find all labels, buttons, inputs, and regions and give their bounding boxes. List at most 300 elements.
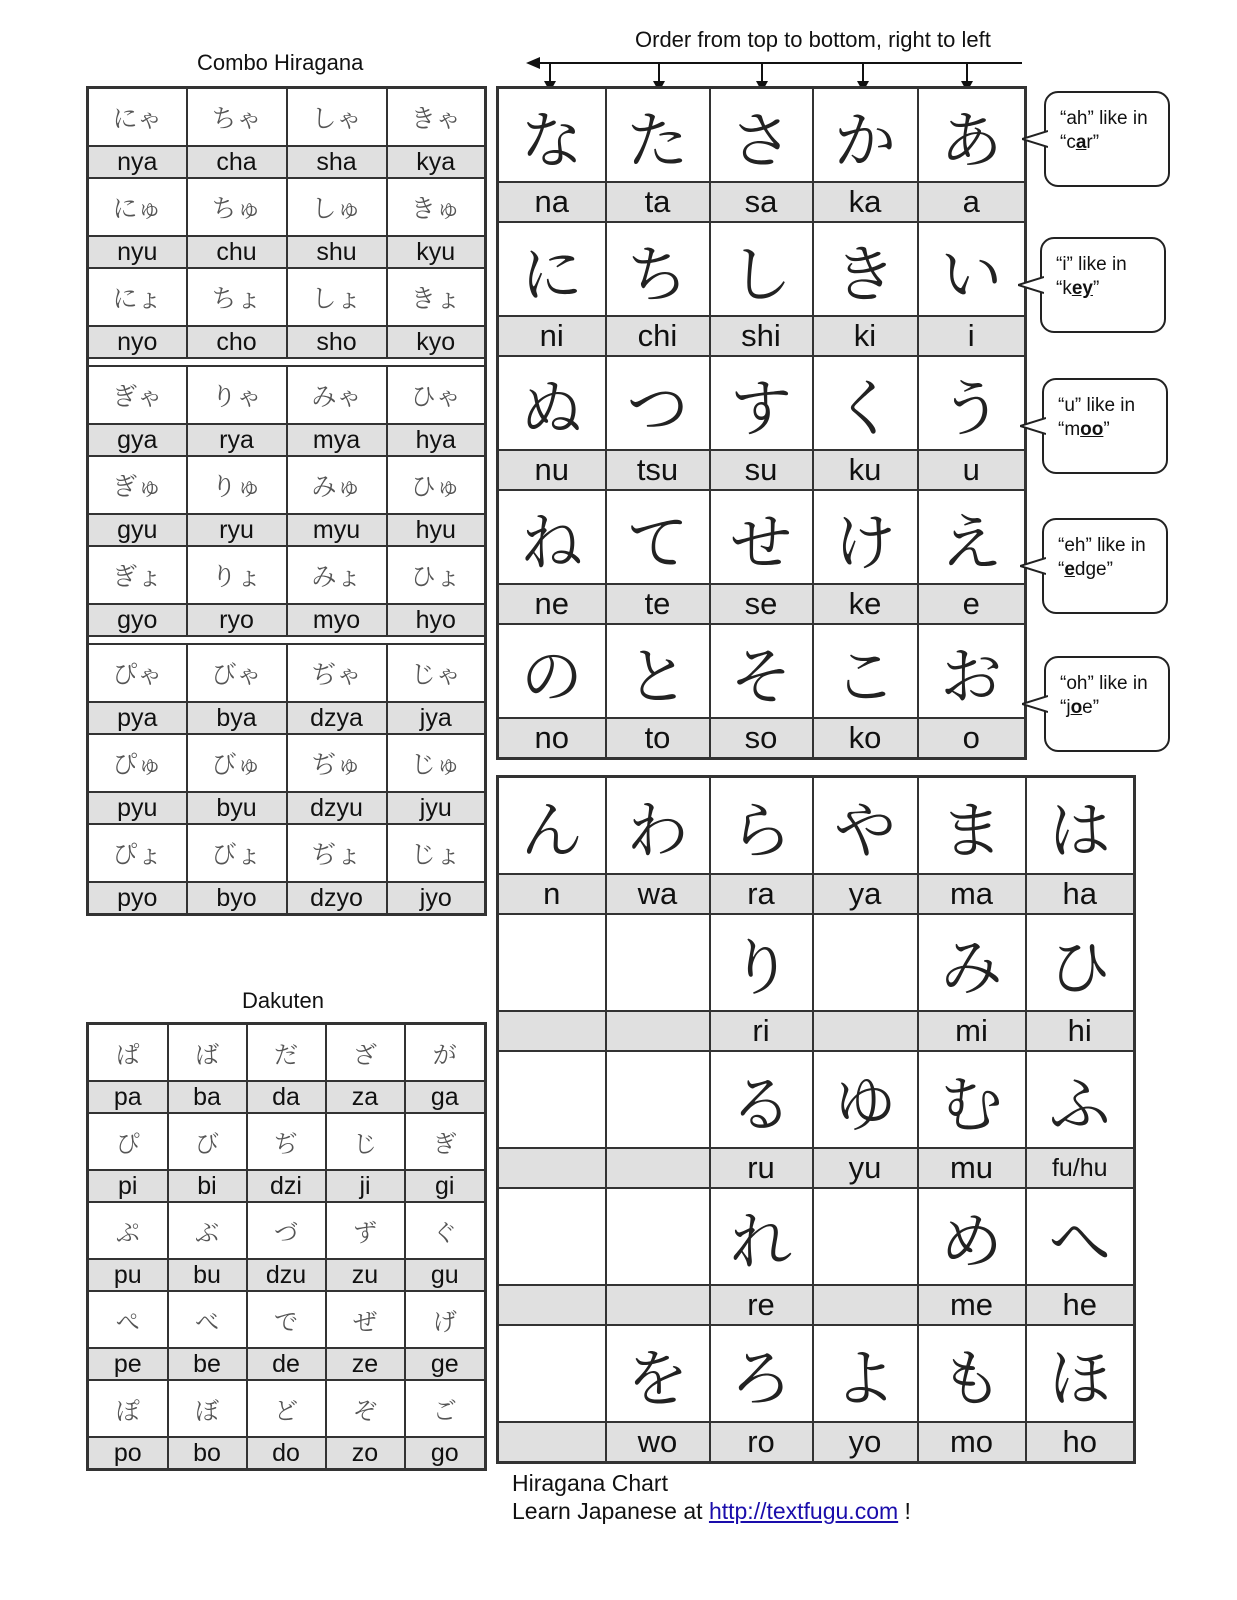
kana-cell: ざ [326,1024,405,1082]
romaji-cell: he [1026,1285,1135,1325]
kana-cell: く [813,356,918,450]
divider-cell [187,358,287,366]
kana-cell: づ [247,1202,326,1259]
romaji-row [498,1422,1135,1463]
romaji-cell: hya [387,424,486,456]
order-label: Order from top to bottom, right to left [635,27,991,52]
pointer-icon [1020,556,1046,576]
kana-cell: れ [710,1188,813,1285]
kana-cell: が [405,1024,486,1082]
romaji-row [88,424,486,456]
kana-cell: じゃ [387,644,486,702]
kana-cell: しゅ [287,178,387,236]
kana-cell: て [606,490,710,584]
romaji-row [88,702,486,734]
romaji-row [88,1437,486,1470]
kana-cell: へ [1026,1188,1135,1285]
romaji-cell: wa [606,874,710,914]
romaji-cell: ga [405,1081,486,1113]
kana-cell: り [710,914,813,1011]
romaji-row [88,326,486,358]
romaji-cell: pyo [88,882,187,915]
romaji-cell: dzyu [287,792,387,824]
kana-cell: ひゃ [387,366,486,424]
romaji-row [88,146,486,178]
romaji-cell: ro [710,1422,813,1463]
empty-romaji-cell [813,1011,918,1051]
empty-romaji-cell [606,1285,710,1325]
romaji-cell: a [918,182,1026,222]
romaji-cell: te [606,584,710,624]
romaji-cell: po [88,1437,168,1470]
romaji-cell: ra [710,874,813,914]
romaji-cell: nyu [88,236,187,268]
romaji-cell: myo [287,604,387,636]
kana-cell: は [1026,777,1135,875]
note-intro: “eh” like in [1058,535,1146,556]
romaji-cell: na [498,182,606,222]
kana-cell: ぢ [247,1113,326,1170]
romaji-cell: su [710,450,813,490]
kana-cell: にゃ [88,88,187,147]
kana-row [498,914,1135,1011]
kana-cell: ひ [1026,914,1135,1011]
romaji-cell: go [405,1437,486,1470]
kana-cell: だ [247,1024,326,1082]
romaji-cell: bya [187,702,287,734]
footer-prefix: Learn Japanese at [512,1498,709,1524]
pointer-icon [1022,129,1048,149]
note-example: “key” [1056,278,1100,299]
kana-cell: も [918,1325,1026,1422]
kana-cell: う [918,356,1026,450]
empty-romaji-cell [498,1422,606,1463]
romaji-cell: ku [813,450,918,490]
romaji-row [498,874,1135,914]
kana-cell: じゅ [387,734,486,792]
romaji-cell: ni [498,316,606,356]
romaji-row [498,718,1026,759]
romaji-cell: ho [1026,1422,1135,1463]
romaji-cell: me [918,1285,1026,1325]
kana-cell: ん [498,777,606,875]
kana-cell: りゃ [187,366,287,424]
romaji-cell: so [710,718,813,759]
vowel-note-e [1042,518,1168,614]
kana-cell: ぴゅ [88,734,187,792]
kana-cell: ぶ [168,1202,247,1259]
kana-cell: こ [813,624,918,718]
kana-cell: ぜ [326,1291,405,1348]
kana-cell: じ [326,1113,405,1170]
kana-cell: あ [918,88,1026,183]
kana-cell: りゅ [187,456,287,514]
romaji-cell: ge [405,1348,486,1380]
kana-cell: りょ [187,546,287,604]
empty-kana-cell [813,914,918,1011]
empty-kana-cell [498,1188,606,1285]
divider-cell [387,358,486,366]
kana-row [498,222,1026,316]
kana-row [88,1024,486,1082]
kana-cell: ぎょ [88,546,187,604]
kana-cell: しゃ [287,88,387,147]
note-intro: “i” like in [1056,254,1127,275]
kana-cell: べ [168,1291,247,1348]
group-divider [88,358,486,366]
kana-cell: ら [710,777,813,875]
romaji-cell: sa [710,182,813,222]
kana-row [88,1380,486,1437]
kana-row [498,1051,1135,1148]
romaji-cell: pyu [88,792,187,824]
kana-cell: た [606,88,710,183]
romaji-cell: kyo [387,326,486,358]
romaji-cell: gya [88,424,187,456]
romaji-cell: wo [606,1422,710,1463]
romaji-cell: ma [918,874,1026,914]
romaji-cell: fu/hu [1026,1148,1135,1188]
kana-row [88,1202,486,1259]
romaji-cell: jyu [387,792,486,824]
kana-cell: い [918,222,1026,316]
kana-row [88,178,486,236]
kana-cell: ご [405,1380,486,1437]
kana-cell: ぞ [326,1380,405,1437]
romaji-cell: bu [168,1259,247,1291]
kana-cell: ひょ [387,546,486,604]
kana-cell: ぺ [88,1291,168,1348]
kana-cell: ぎゅ [88,456,187,514]
kana-cell: ぽ [88,1380,168,1437]
kana-cell: そ [710,624,813,718]
romaji-cell: hyo [387,604,486,636]
empty-kana-cell [498,1325,606,1422]
romaji-cell: mi [918,1011,1026,1051]
kana-cell: みょ [287,546,387,604]
footer-suffix: ! [898,1498,911,1524]
kana-cell: に [498,222,606,316]
romaji-cell: dzyo [287,882,387,915]
kana-cell: む [918,1051,1026,1148]
kana-cell: げ [405,1291,486,1348]
romaji-cell: ki [813,316,918,356]
romaji-cell: do [247,1437,326,1470]
romaji-row [88,1348,486,1380]
romaji-cell: ya [813,874,918,914]
romaji-cell: ko [813,718,918,759]
kana-cell: ち [606,222,710,316]
romaji-cell: sha [287,146,387,178]
note-intro: “oh” like in [1060,673,1148,694]
kana-cell: す [710,356,813,450]
kana-row [498,1325,1135,1422]
empty-kana-cell [813,1188,918,1285]
romaji-cell: o [918,718,1026,759]
romaji-cell: jyo [387,882,486,915]
kana-cell: め [918,1188,1026,1285]
empty-romaji-cell [606,1148,710,1188]
kana-cell: ふ [1026,1051,1135,1148]
kana-cell: か [813,88,918,183]
kana-cell: さ [710,88,813,183]
kana-cell: きゅ [387,178,486,236]
divider-cell [387,636,486,644]
romaji-cell: ze [326,1348,405,1380]
note-example: “edge” [1058,559,1113,580]
romaji-cell: dzi [247,1170,326,1202]
romaji-cell: ke [813,584,918,624]
combo-hiragana-table [86,86,487,916]
kana-row [498,88,1026,183]
romaji-row [498,1148,1135,1188]
romaji-cell: gu [405,1259,486,1291]
kana-cell: ぎ [405,1113,486,1170]
empty-romaji-cell [606,1011,710,1051]
romaji-cell: hyu [387,514,486,546]
kana-cell: ぢゃ [287,644,387,702]
empty-romaji-cell [498,1148,606,1188]
romaji-row [498,316,1026,356]
kana-cell: き [813,222,918,316]
dakuten-table [86,1022,487,1471]
romaji-cell: ru [710,1148,813,1188]
pointer-icon [1018,275,1044,295]
romaji-cell: shi [710,316,813,356]
divider-cell [187,636,287,644]
kana-row [88,366,486,424]
divider-cell [88,358,187,366]
kana-cell: ゆ [813,1051,918,1148]
kana-cell: ほ [1026,1325,1135,1422]
kana-cell: じょ [387,824,486,882]
romaji-row [498,450,1026,490]
kana-row [498,1188,1135,1285]
romaji-cell: ri [710,1011,813,1051]
romaji-cell: pa [88,1081,168,1113]
vowel-note-i [1040,237,1166,333]
romaji-cell: no [498,718,606,759]
kana-row [88,734,486,792]
kana-cell: びゅ [187,734,287,792]
footer [512,1469,911,1525]
kana-cell: な [498,88,606,183]
romaji-cell: byu [187,792,287,824]
kana-cell: よ [813,1325,918,1422]
kana-cell: びゃ [187,644,287,702]
kana-cell: ま [918,777,1026,875]
romaji-cell: ryo [187,604,287,636]
empty-kana-cell [498,1051,606,1148]
romaji-cell: e [918,584,1026,624]
romaji-cell: de [247,1348,326,1380]
kana-cell: る [710,1051,813,1148]
romaji-cell: chi [606,316,710,356]
pointer-icon [1022,694,1048,714]
romaji-cell: bo [168,1437,247,1470]
romaji-row [498,1011,1135,1051]
romaji-cell: tsu [606,450,710,490]
romaji-row [88,604,486,636]
kana-cell: ぴょ [88,824,187,882]
kana-cell: ぢゅ [287,734,387,792]
lower-hiragana-table [496,775,1136,1464]
romaji-cell: da [247,1081,326,1113]
romaji-cell: ta [606,182,710,222]
romaji-cell: nyo [88,326,187,358]
kana-cell: お [918,624,1026,718]
romaji-row [88,1081,486,1113]
empty-kana-cell [606,1051,710,1148]
footer-learn-line [512,1497,911,1525]
kana-cell: ぷ [88,1202,168,1259]
romaji-row [88,882,486,915]
kana-cell: を [606,1325,710,1422]
kana-cell: し [710,222,813,316]
kana-cell: きょ [387,268,486,326]
kana-cell: け [813,490,918,584]
romaji-cell: to [606,718,710,759]
kana-cell: びょ [187,824,287,882]
kana-cell: ね [498,490,606,584]
kana-cell: ちょ [187,268,287,326]
kana-row [88,824,486,882]
main-hiragana-table [496,86,1027,760]
kana-row [498,490,1026,584]
kana-row [88,644,486,702]
romaji-cell: be [168,1348,247,1380]
romaji-row [88,1259,486,1291]
kana-cell: つ [606,356,710,450]
kana-cell: ちゃ [187,88,287,147]
romaji-cell: nu [498,450,606,490]
combo-hiragana-title: Combo Hiragana [197,50,364,75]
kana-cell: せ [710,490,813,584]
romaji-cell: gyu [88,514,187,546]
romaji-cell: bi [168,1170,247,1202]
kana-row [498,777,1135,875]
kana-cell: ぎゃ [88,366,187,424]
romaji-cell: myu [287,514,387,546]
romaji-row [88,792,486,824]
note-intro: “u” like in [1058,395,1136,416]
kana-cell: び [168,1113,247,1170]
romaji-row [498,182,1026,222]
kana-cell: しょ [287,268,387,326]
kana-cell: みゅ [287,456,387,514]
romaji-cell: kya [387,146,486,178]
empty-kana-cell [606,914,710,1011]
kana-cell: にゅ [88,178,187,236]
kana-cell: で [247,1291,326,1348]
vowel-note-o [1044,656,1170,752]
vowel-note-a [1044,91,1170,187]
kana-cell: ぐ [405,1202,486,1259]
romaji-cell: yu [813,1148,918,1188]
kana-cell: の [498,624,606,718]
romaji-cell: zo [326,1437,405,1470]
kana-cell: みゃ [287,366,387,424]
kana-cell: ぴ [88,1113,168,1170]
divider-cell [287,358,387,366]
empty-romaji-cell [498,1285,606,1325]
romaji-cell: byo [187,882,287,915]
romaji-cell: ryu [187,514,287,546]
romaji-cell: u [918,450,1026,490]
romaji-cell: shu [287,236,387,268]
romaji-cell: pu [88,1259,168,1291]
vowel-note-u [1042,378,1168,474]
romaji-cell: mo [918,1422,1026,1463]
romaji-cell: pi [88,1170,168,1202]
kana-cell: み [918,914,1026,1011]
kana-cell: にょ [88,268,187,326]
kana-row [88,1291,486,1348]
pointer-icon [1020,416,1046,436]
romaji-row [88,1170,486,1202]
romaji-cell: dzu [247,1259,326,1291]
romaji-cell: dzya [287,702,387,734]
romaji-row [498,584,1026,624]
romaji-row [88,236,486,268]
footer-title: Hiragana Chart [512,1470,668,1496]
romaji-cell: nya [88,146,187,178]
kana-cell: え [918,490,1026,584]
group-divider [88,636,486,644]
empty-romaji-cell [813,1285,918,1325]
romaji-cell: zu [326,1259,405,1291]
romaji-cell: cho [187,326,287,358]
dakuten-title: Dakuten [242,988,324,1013]
kana-cell: ず [326,1202,405,1259]
romaji-cell: sho [287,326,387,358]
empty-kana-cell [498,914,606,1011]
romaji-cell: i [918,316,1026,356]
kana-cell: ぼ [168,1380,247,1437]
romaji-cell: ha [1026,874,1135,914]
romaji-cell: re [710,1285,813,1325]
empty-kana-cell [606,1188,710,1285]
romaji-cell: kyu [387,236,486,268]
kana-row [498,356,1026,450]
note-example: “car” [1060,132,1100,153]
textfugu-link[interactable]: http://textfugu.com [708,1498,899,1524]
kana-row [88,1113,486,1170]
kana-cell: ひゅ [387,456,486,514]
romaji-cell: yo [813,1422,918,1463]
romaji-cell: jya [387,702,486,734]
note-intro: “ah” like in [1060,108,1148,129]
divider-cell [88,636,187,644]
kana-cell: ど [247,1380,326,1437]
kana-cell: や [813,777,918,875]
romaji-cell: cha [187,146,287,178]
kana-row [88,456,486,514]
kana-cell: ぴゃ [88,644,187,702]
romaji-cell: ne [498,584,606,624]
kana-row [498,624,1026,718]
kana-cell: ぱ [88,1024,168,1082]
kana-row [88,88,486,147]
divider-cell [287,636,387,644]
kana-row [88,546,486,604]
kana-cell: わ [606,777,710,875]
romaji-cell: gyo [88,604,187,636]
kana-cell: ぢょ [287,824,387,882]
kana-cell: ば [168,1024,247,1082]
empty-romaji-cell [498,1011,606,1051]
romaji-cell: se [710,584,813,624]
